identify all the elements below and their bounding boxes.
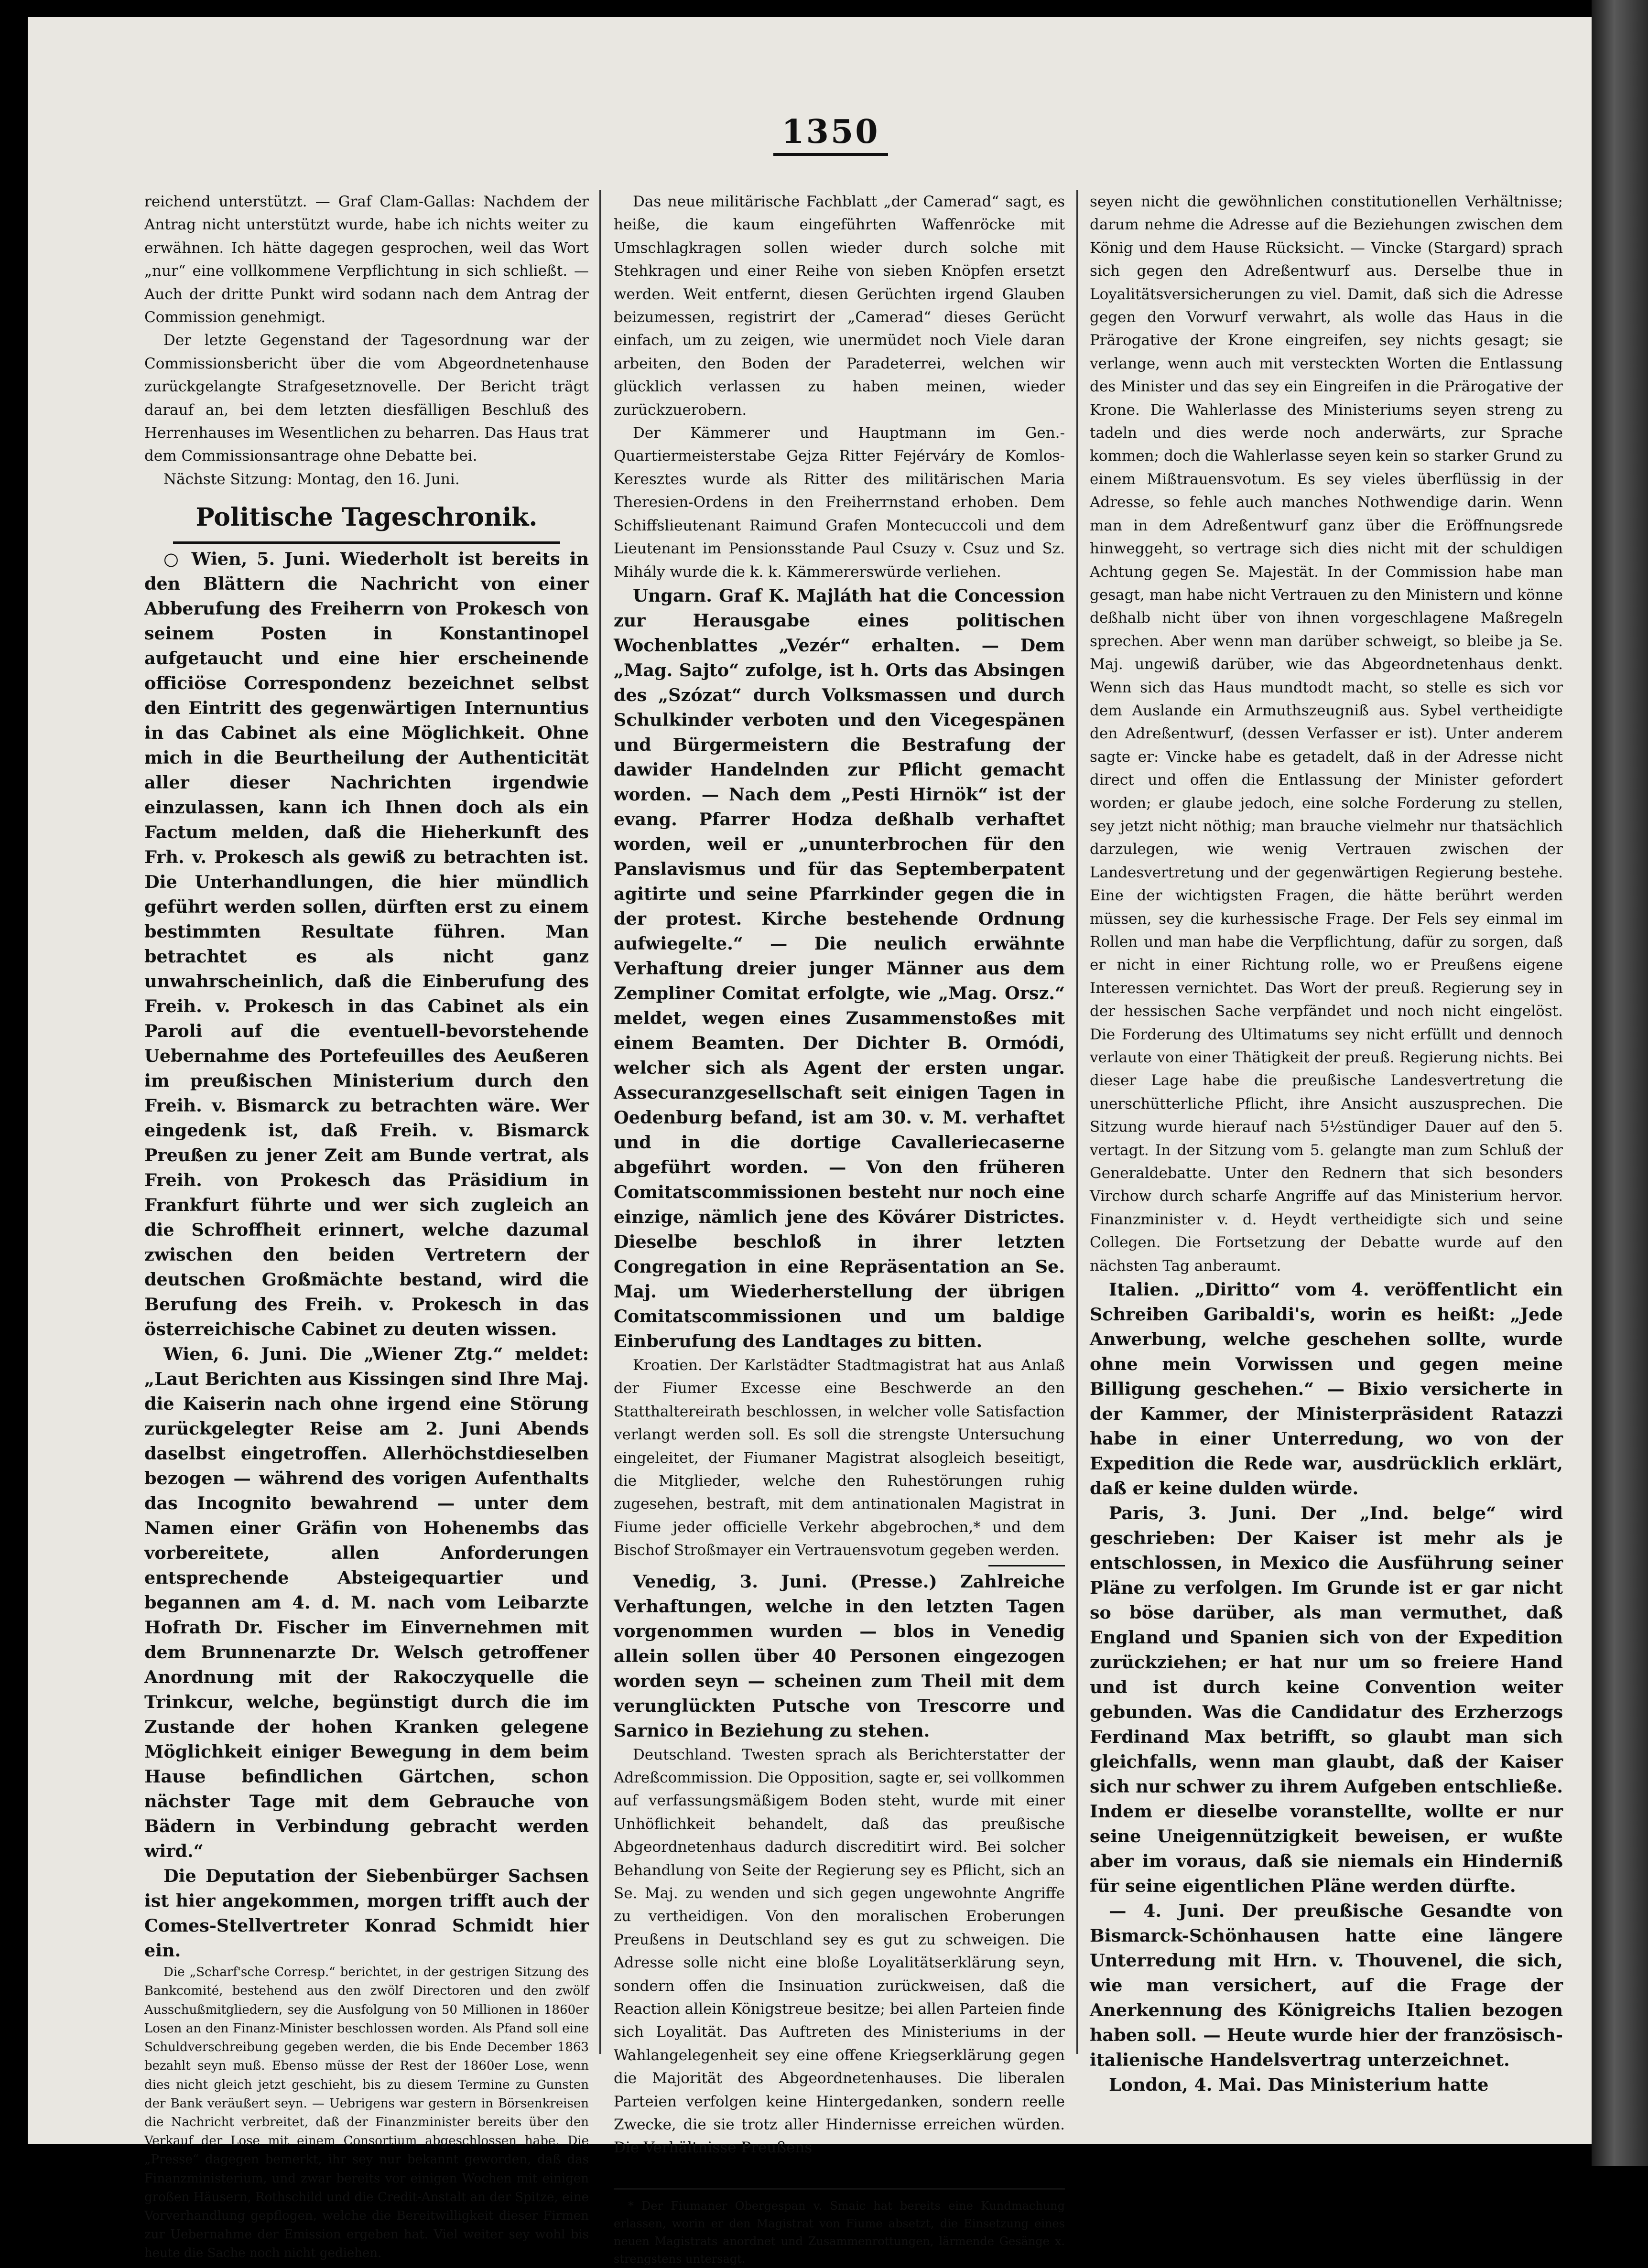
- paragraph: seyen nicht die gewöhnlichen constitutionellen Verhältnisse; darum nehme die Adresse auf die Beziehungen zwischen dem König und dem Hause Rücksicht. — Vincke (Stargard) sprach sich gegen den Adreßentwurf aus. Derselbe thue in Loyalitätsversicherungen zu viel. Damit, daß sich die Adresse gegen den Vorwurf verwahrt, als wolle das Haus in die Prärogative der Krone eingreifen, sey nichts gesagt; sie verlange, wenn auch mit versteckten Worten die Entlassung des Minister und das sey ein Eingreifen in die Prärogative der Krone. Die Wahlerlasse des Ministeriums seyen streng zu tadeln und dies werde noch anderwärts, zur Sprache kommen; doch die Wahlerlasse seyen kein so starker Grund zu einem Mißtrauensvotum. Es sey vieles überflüssig in der Adresse, so fehle auch manches Nothwendige darin. Wenn man in dem Adreßentwurf ganz über die Eröffnungsrede hinweggeht, so vertrage sich dies nicht mit der schuldigen Achtung gegen Se. Majestät. In der Commission habe man gesagt, man habe nicht Vertrauen zu den Ministern und könne deßhalb nicht über von ihnen vorgeschlagene Maßregeln sprechen. Aber wenn man darüber schweigt, so bleibe ja Se. Maj. ungewiß darüber, wie das Abgeordnetenhaus denkt. Wenn sich das Haus mundtodt macht, so stelle es sich vor dem Auslande ein Armuthszeugniß aus. Sybel vertheidigte den Adreßentwurf, (dessen Verfasser er ist). Unter anderem sagte er: Vincke habe es getadelt, daß in der Adresse nicht direct und offen die Entlassung der Minister gefordert worden; er glaube jedoch, eine solche Forderung zu stellen, sey jetzt nicht nöthig; man brauche vielmehr nur thatsächlich darzulegen, wie wenig Vertrauen zwischen der Landesvertretung und der gegenwärtigen Regierung bestehe. Eine der wichtigsten Fragen, die hätte berührt werden müssen, sey die kurhessische Frage. Der Fels sey einmal im Rollen und man habe die Verpflichtung, dafür zu sorgen, daß er nicht in einer Richtung rolle, wo er Preußens eigene Interessen vernichtet. Das Wort der preuß. Regierung sey in der hessischen Sache verpfändet und noch nicht eingelöst. Die Forderung des Ultimatums sey nicht erfüllt und dennoch verlaute von einer Thätigkeit der preuß. Regierung nichts. Bei dieser Lage habe die preußische Landesvertretung die unerschütterliche Pflicht, ihre Ansicht auszusprechen. Die Sitzung wurde hierauf nach 5½stündiger Dauer auf den 5. vertagt. In der Sitzung vom 5. gelangte man zum Schluß der Generaldebatte. Unter den Rednern that sich besonders Virchow durch scharfe Angriffe auf das Ministerium hervor. Finanzminister v. d. Heydt vertheidigte sich und seine Collegen. Die Fortsetzung der Debatte wurde auf den nächsten Tag anberaumt.: [1090, 193, 1563, 1274]
- paragraph: Kroatien. Der Karlstädter Stadtmagistrat hat aus Anlaß der Fiumer Excesse eine Beschwerde an den Statthaltereirath beschlossen, in welcher volle Satisfaction verlangt werden soll. Es soll die strengste Untersuchung eingeleitet, der Fiumaner Magistrat alsogleich beseitigt, die Mitglieder, welche den Ruhestörungen ruhig zugesehen, bestraft, mit dem antinationalen Magistrat in Fiume jeder officielle Verkehr abgebrochen,* und dem Bischof Stroßmayer ein Vertrauensvotum gegeben werden.: [614, 1356, 1065, 1559]
- paragraph: Paris, 3. Juni. Der „Ind. belge“ wird geschrieben: Der Kaiser ist mehr als je entschlossen, in Mexico die Ausführung seiner Pläne zu verfolgen. Im Grunde ist er gar nicht so böse darüber, als man vermuthet, daß England und Spanien sich von der Expedition zurückziehen; er hat nur um so freiere Hand und ist durch keine Convention weiter gebunden. Was die Candidatur des Erzherzogs Ferdinand Max betrifft, so glaubt man sich gleichfalls, wenn man glaubt, daß der Kaiser sich nur schwer zu ihrem Aufgeben entschließe. Indem er dieselbe voranstellte, wollte er nur seine Uneigennützigkeit beweisen, er wußte aber im voraus, daß sie niemals ein Hinderniß für seine eigentlichen Pläne werden dürfte.: [1090, 1503, 1563, 1897]
- footnote-text: * Der Fiumaner Obergespan v. Smaic hat bereits eine Kundmachung erlassen, worin er den Magistrat von Fiume absetzt, die Einsetzung eines neuen Magistrats anordnet und Zusammenrottungen, lärmende Gesänge x. strengstens untersagt.: [614, 2199, 1065, 2266]
- paragraph: Ungarn. Graf K. Majláth hat die Concession zur Herausgabe eines politischen Wochenblattes „Vezér“ erhalten. — Dem „Mag. Sajto“ zufolge, ist h. Orts das Absingen des „Szózat“ durch Volksmassen und durch Schulkinder verboten und den Vicegespänen und Bürgermeistern die Bestrafung der dawider Handelnden zur Pflicht gemacht worden. — Nach dem „Pesti Hirnök“ ist der evang. Pfarrer Hodza deßhalb verhaftet worden, weil er „ununterbrochen für den Panslavismus und für das Septemberpatent agitirte und seine Pfarrkinder gegen die in der protest. Kirche bestehende Ordnung aufwiegelte.“ — Die neulich erwähnte Verhaftung dreier junger Männer aus dem Zempliner Comitat erfolgte, wie „Mag. Orsz.“ meldet, wegen eines Zusammenstoßes mit einem Beamten. Der Dichter B. Ormódi, welcher sich als Agent der ersten ungar. Assecuranzgesellschaft seit einigen Tagen in Oedenburg befand, ist am 30. v. M. verhaftet und in die dortige Cavalleriecaserne abgeführt worden. — Von den früheren Comitatscommissionen besteht nur noch eine einzige, nämlich jene des Kövárer Districtes. Dieselbe beschloß in ihrer letzten Congregation in eine Repräsentation an Se. Maj. um Wiederherstellung der übrigen Comitatscommissionen und um baldige Einberufung des Landtages zu bitten.: [614, 585, 1065, 1351]
- paragraph: Die Deputation der Siebenbürger Sachsen ist hier angekommen, morgen trifft auch der Comes-Stellvertreter Konrad Schmidt hier ein.: [144, 1866, 589, 1961]
- paragraph-text: Wien, 5. Juni. Wiederholt ist bereits in den Blättern die Nachricht von einer Abberufung des Freiherrn von Prokesch von seinem Posten in Konstantinopel aufgetaucht und eine hier erscheinende officiöse Correspondenz bezeichnet selbst den Eintritt des gegenwärtigen Internuntius in das Cabinet als eine Möglichkeit. Ohne mich in die Beurtheilung der Authenticität aller dieser Nachrichten irgendwie einzulassen, kann ich Ihnen doch als ein Factum melden, daß die Hieherkunft des Frh. v. Prokesch als gewiß zu betrachten ist. Die Unterhandlungen, die hier mündlich geführt werden sollen, dürften erst zu einem bestimmten Resultate führen. Man betrachtet es als nicht ganz unwahrscheinlich, daß die Einberufung des Freih. v. Prokesch in das Cabinet als ein Paroli auf die eventuell-bevorstehende Uebernahme des Portefeuilles des Aeußeren im preußischen Ministerium durch den Freih. v. Bismarck zu betrachten wäre. Wer eingedenk ist, daß Freih. v. Bismarck Preußen zu jener Zeit am Bunde vertrat, als Freih. von Prokesch das Präsidium in Frankfurt führte und wer sich zugleich an die Schroffheit erinnert, welche dazumal zwischen den beiden Vertretern der deutschen Großmächte bestand, wird die Berufung des Freih. v. Prokesch in das österreichische Cabinet zu deuten wissen.: [144, 549, 589, 1340]
- separator: [988, 1565, 1065, 1566]
- footnote: [614, 2188, 1065, 2268]
- section-heading: [144, 494, 589, 544]
- paragraph: Wien, 6. Juni. Die „Wiener Ztg.“ meldet: „Laut Berichten aus Kissingen sind Ihre Maj. die Kaiserin nach ohne irgend eine Störung zurückgelegter Reise am 2. Juni Abends daselbst eingetroffen. Allerhöchstdieselben bezogen — während des vorigen Aufenthalts das Incognito bewahrend — unter dem Namen einer Gräfin von Hohenembs das vorbereitete, allen Anforderungen entsprechende Absteigequartier und begannen am 4. d. M. nach vom Leibarzte Hofrath Dr. Fischer im Einvernehmen mit dem Brunnenarzte Dr. Welsch getroffener Anordnung mit der Rakoczyquelle die Trinkcur, welche, begünstigt durch die im Zustande der hohen Kranken gelegene Möglichkeit einiger Bewegung in dem beim Hause befindlichen Gärtchen, schon nächster Tage mit dem Gebrauche von Bädern in Verbindung gebracht werden wird.“: [144, 1344, 589, 1862]
- scan-edge: [1592, 0, 1648, 2166]
- paragraph: Venedig, 3. Juni. (Presse.) Zahlreiche Verhaftungen, welche in den letzten Tagen vorgenommen wurden — blos in Venedig allein sollen über 40 Personen eingezogen worden seyn — scheinen zum Theil mit dem verunglückten Putsche von Trescorre und Sarnico in Beziehung zu stehen.: [614, 1571, 1065, 1741]
- column-rule: [599, 190, 601, 2054]
- paragraph: — 4. Juni. Der preußische Gesandte von Bismarck-Schönhausen hatte eine längere Unterredung mit Hrn. v. Thouvenel, die sich, wie man versichert, auf die Frage der Anerkennung des Königreichs Italien bezogen haben soll. — Heute wurde hier der französisch-italienische Handelsvertrag unterzeichnet.: [1090, 1901, 1563, 2071]
- column-3: [1090, 190, 1563, 2095]
- column-rule: [1076, 190, 1078, 2054]
- paragraph: reichend unterstützt. — Graf Clam-Gallas: Nachdem der Antrag nicht unterstützt wurde, habe ich nichts weiter zu erwähnen. Ich hätte dagegen gesprochen, weil das Wort „nur“ eine vollkommene Verpflichtung in sich schließt. — Auch der dritte Punkt wird sodann nach dem Antrag der Commission genehmigt.: [144, 193, 589, 326]
- heading-underline: [173, 541, 560, 544]
- paragraph: Der letzte Gegenstand der Tagesordnung war der Commissionsbericht über die vom Abgeordnetenhause zurückgelangte Strafgesetznovelle. Der Bericht trägt darauf an, bei dem letzten diesfälligen Beschluß des Herrenhauses im Wesentlichen zu beharren. Das Haus trat dem Commissionsantrage ohne Debatte bei.: [144, 332, 589, 465]
- paragraph: Der Kämmerer und Hauptmann im Gen.-Quartiermeisterstabe Gejza Ritter Fejérváry de Komlos-Keresztes wurde als Ritter des militärischen Maria Theresien-Ordens in den Freiherrnstand erhoben. Dem Schiffslieutenant Raimund Grafen Montecuccoli und dem Lieutenant im Pensionsstande Paul Csuzy v. Csuz und Sz. Mihály wurde die k. k. Kämmererswürde verliehen.: [614, 424, 1065, 581]
- section-heading-text: Politische Tageschronik.: [195, 503, 538, 532]
- page-number: 1350: [773, 113, 888, 156]
- paragraph: Deutschland. Twesten sprach als Berichterstatter der Adreßcommission. Die Opposition, sagte er, sei vollkommen auf verfassungsmäßigem Boden steht, wurde mit einer Unhöflichkeit behandelt, daß das preußische Abgeordnetenhaus dadurch discreditirt wird. Bei solcher Behandlung von Seite der Regierung sey es Pflicht, sich an Se. Maj. zu wenden und sich gegen ungewohnte Angriffe zu vertheidigen. Von den moralischen Eroberungen Preußens in Deutschland sey es gut zu schweigen. Die Adresse solle nicht eine bloße Loyalitätserklärung seyn, sondern offen die Insinuation zurückweisen, daß die Reaction allein Königstreue besitze; bei allen Parteien finde sich Loyalität. Das Auftreten des Ministeriums in der Wahlangelegenheit sey eine offene Kriegserklärung gegen die Majorität des Abgeordnetenhauses. Die liberalen Parteien verfolgen keine Hintergedanken, sondern reelle Zwecke, die sie trotz aller Hindernisse erreichen würden. Die Verhältnisse Preußens: [614, 1746, 1065, 2157]
- paragraph: Die „Scharf'sche Corresp.“ berichtet, in der gestrigen Sitzung des Bankcomité, bestehend aus den zwölf Directoren und den zwölf Ausschußmitgliedern, sey die Ausfolgung von 50 Millionen in 1860er Losen an den Finanz-Minister beschlossen worden. Als Pfand soll eine Schuldverschreibung gegeben werden, die bis Ende December 1863 bezahlt seyn muß. Ebenso müsse der Rest der 1860er Lose, wenn dies nicht gleich jetzt geschieht, bis zu diesem Termine zu Gunsten der Bank veräußert seyn. — Uebrigens war gestern in Börsenkreisen die Nachricht verbreitet, daß der Finanzminister bereits über den Verkauf der Lose mit einem Consortium abgeschlossen habe. Die „Presse“ dagegen bemerkt, ihr sey nur bekannt geworden, daß das Finanzministerium, und zwar bereits vor einigen Wochen mit einigen großen Häusern, Rothschild und die Credit-Anstalt an der Spitze, eine Vorverhandlung gepflogen, welche die Bereitwilligkeit dieser Firmen zur Uebernahme der Emission ergeben hat. Viel weiter sey wohl bis heute die Sache noch nicht gediehen.: [144, 1965, 589, 2261]
- next-session-note: Nächste Sitzung: Montag, den 16. Juni.: [163, 470, 460, 488]
- paragraph: [144, 547, 589, 1342]
- paragraph: Das neue militärische Fachblatt „der Camerad“ sagt, es heiße, die kaum eingeführten Waffenröcke mit Umschlagkragen sollen wieder durch solche mit Stehkragen und einer Reihe von sieben Knöpfen ersetzt werden. Weit entfernt, diesen Gerüchten irgend Glauben beizumessen, registrirt der „Camerad“ dieses Gerücht einfach, um zu zeigen, wie unermüdet noch Viele daran arbeiten, den Boden der Paradeterrei, welchen wir glücklich verlassen zu haben meinen, wieder zurückzuerobern.: [614, 193, 1065, 419]
- paragraph: London, 4. Mai. Das Ministerium hatte: [1109, 2074, 1489, 2095]
- column-1: [144, 190, 589, 2261]
- paragraph: Italien. „Diritto“ vom 4. veröffentlicht ein Schreiben Garibaldi's, worin es heißt: „Jede Anwerbung, welche geschehen sollte, wurde ohne mein Vorwissen und gegen meine Billigung geschehen.“ — Bixio versicherte in der Kammer, der Ministerpräsident Ratazzi habe in einer Unterredung, wo von der Expedition die Rede war, ausdrücklich erklärt, daß er keine dulden würde.: [1090, 1279, 1563, 1499]
- circle-marker-icon: ○: [163, 549, 182, 570]
- column-2: [614, 190, 1065, 2266]
- newspaper-page: [28, 17, 1592, 2266]
